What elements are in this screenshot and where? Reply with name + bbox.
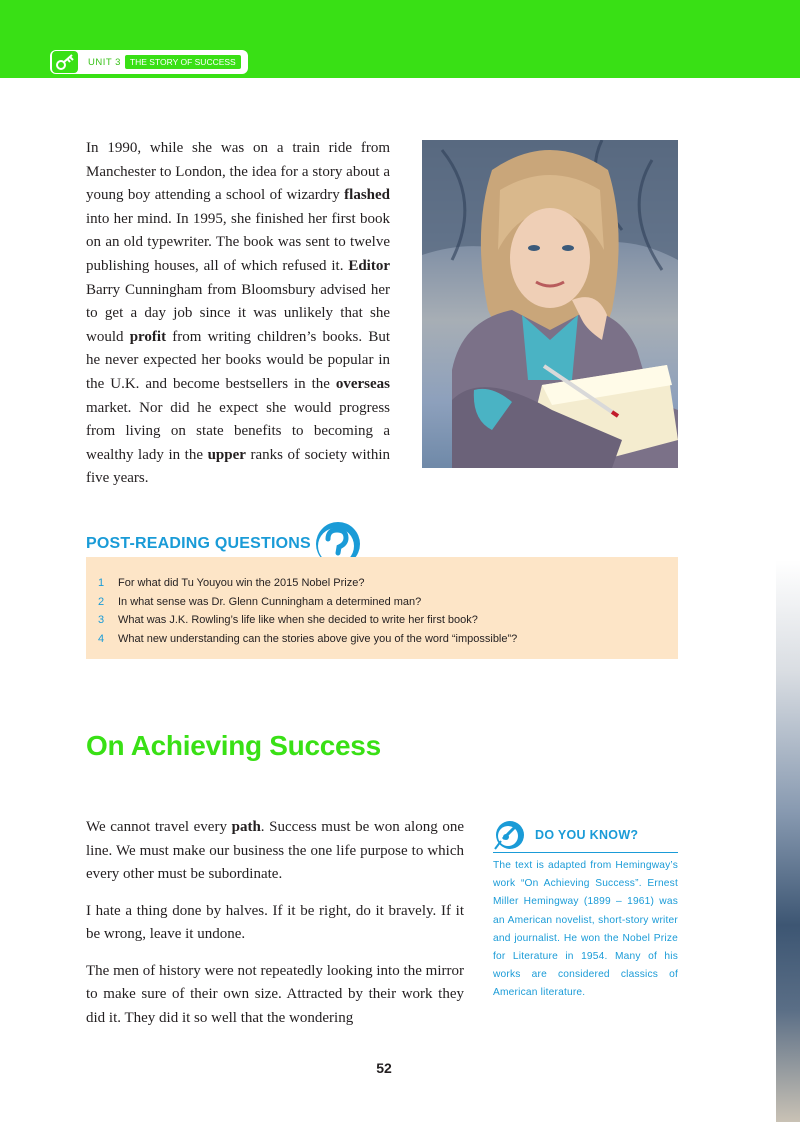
vocab-editor: Editor (348, 257, 390, 274)
unit-title: THE STORY OF SUCCESS (125, 55, 241, 69)
vocab-profit: profit (129, 328, 167, 345)
post-reading-title: POST-READING QUESTIONS (86, 535, 311, 552)
unit-tag (50, 50, 248, 74)
question-item (98, 611, 678, 630)
did-you-know-text: The text is adapted from Hemingway’s work “On Achieving Success”. Ernest Miller Hemingway (1899 – 1961) was an American novelist, short-story writer and journalist. He won the Nobel Prize for Literature in 1954. Many of his works are considered classics of American literature. (493, 860, 678, 999)
did-you-know-box (493, 818, 678, 1003)
question-text: In what sense was Dr. Glenn Cunningham a determined man? (118, 595, 422, 608)
question-number: 1 (98, 577, 105, 589)
vocab-flashed: flashed (344, 187, 390, 204)
section-heading: On Achieving Success (86, 730, 381, 761)
page-edge-decoration (776, 560, 800, 1122)
lightbulb-icon (493, 819, 527, 851)
section-body (86, 816, 464, 1043)
page-number: 52 (376, 1060, 392, 1076)
question-text: What was J.K. Rowling’s life like when she decided to write her first book? (118, 614, 478, 626)
question-number: 3 (98, 614, 105, 626)
key-icon (50, 50, 80, 74)
question-number: 4 (98, 632, 105, 645)
body-paragraph: We cannot travel every path. Success must be won along one line. We must make our business the one life purpose to which every other must be subordinate. (86, 819, 464, 882)
post-reading-box (86, 557, 678, 659)
vocab-path: path (231, 819, 261, 835)
passage-paragraph: In 1990, while she was on a train ride from Manchester to London, the idea for a story about a young boy attending a school of wizardry flashed into her mind. In 1995, she finished her first book on an old typewriter. The book was sent to twelve publishing houses, all of which refused it. Editor Barry Cunningham from Bloomsbury advised her to get a day job since it was unlikely that she would profit from writing children’s books. But he never expected her books would be popular in the U.K. and become bestsellers in the overseas market. Nor did he expect she would progress from living on state benefits to becoming a wealthy lady in the upper ranks of society within five years. (86, 140, 390, 487)
question-item (98, 630, 678, 649)
question-text: For what did Tu Youyou win the 2015 Nobel Prize? (118, 577, 365, 589)
did-you-know-header (493, 818, 678, 853)
question-item (98, 574, 678, 593)
unit-label: UNIT 3 (88, 56, 121, 68)
vocab-upper: upper (207, 446, 246, 463)
author-photo (422, 140, 678, 468)
body-paragraph: I hate a thing done by halves. If it be right, do it bravely. If it be wrong, leave it undone. (86, 902, 464, 942)
vocab-overseas: overseas (335, 375, 390, 392)
question-text: What new understanding can the stories above give you of the word “impossible”? (118, 632, 518, 645)
body-paragraph: The men of history were not repeatedly looking into the mirror to make sure of their own size. Attracted by their work they did it. They did it so well that the wondering (86, 962, 464, 1026)
question-item (98, 593, 678, 612)
question-number: 2 (98, 595, 105, 608)
did-you-know-title: DO YOU KNOW? (535, 828, 639, 842)
